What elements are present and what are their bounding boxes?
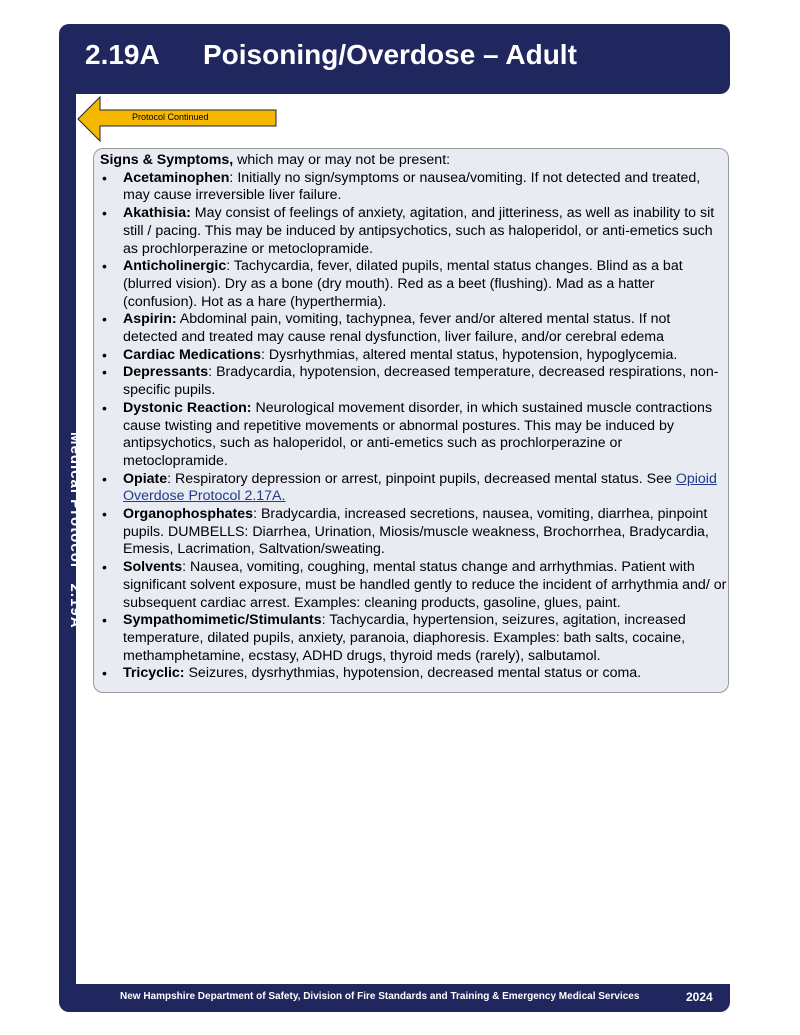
list-item bbox=[98, 347, 728, 365]
signs-heading-rest: which may or may not be present: bbox=[233, 152, 451, 168]
list-item bbox=[98, 559, 728, 612]
bullet-icon: • bbox=[102, 364, 107, 381]
item-sep: : bbox=[226, 258, 234, 275]
item-sep: : bbox=[208, 364, 217, 381]
item-sep: : bbox=[321, 612, 330, 629]
item-text: May consist of feelings of anxiety, agitation, and jitteriness, as well as inability to sit still / pacing. This may be induced by antipsychotics, such as haloperidol, or anti-emetics such as prochlorperazine or metoclopramide. bbox=[123, 205, 715, 257]
bullet-icon: • bbox=[102, 346, 107, 363]
item-text: Neurological movement disorder, in which sustained muscle contractions cause twisting and repetitive movements or abnormal postures. This may be induced by antipsychotics, such as haloperidol, or anti-emetics such as prochlorperazine or metoclopramide. bbox=[123, 399, 713, 469]
signs-symptoms-content bbox=[98, 152, 728, 683]
item-text: Nausea, vomiting, coughing, mental status change and arrhythmias. Patient with significant solvent exposure, must be handled gently to reduce the incident of arrhythmia and/ or subsequent cardiac arrest. Examples: cleaning products, gasoline, glues, paint. bbox=[123, 559, 727, 611]
footer-org: New Hampshire Department of Safety, Division of Fire Standards and Training & Emergency Medical Services bbox=[120, 991, 640, 1002]
item-term: Sympathomimetic/Stimulants bbox=[123, 612, 322, 629]
opioid-protocol-link[interactable]: Opioid Overdose Protocol 2.17A. bbox=[123, 470, 717, 505]
bullet-icon: • bbox=[102, 506, 107, 523]
item-text: Tachycardia, hypertension, seizures, agitation, increased temperature, dilated pupils, anxiety, paranoia, diaphoresis. Examples: bath salts, cocaine, methamphetamine, ecstasy, ADHD drugs, thyroid meds (rarely), salbutamol. bbox=[123, 612, 686, 664]
list-item bbox=[98, 665, 728, 683]
list-item bbox=[98, 506, 728, 559]
item-text: Bradycardia, hypotension, decreased temperature, decreased respirations, non-specific pupils. bbox=[123, 364, 719, 399]
item-text: Dysrhythmias, altered mental status, hypotension, hypoglycemia. bbox=[268, 346, 678, 363]
item-text: Initially no sign/symptoms or nausea/vomiting. If not detected and treated, may cause irreversible liver failure. bbox=[123, 169, 701, 204]
item-term: Depressants bbox=[123, 364, 209, 381]
list-item bbox=[98, 258, 728, 311]
item-sep: : bbox=[260, 346, 269, 363]
bullet-icon: • bbox=[102, 311, 107, 328]
item-term: Akathisia: bbox=[123, 205, 191, 222]
item-sep: : bbox=[182, 559, 191, 576]
bullet-icon: • bbox=[102, 559, 107, 576]
bullet-icon: • bbox=[102, 612, 107, 629]
bullet-icon: • bbox=[102, 258, 107, 275]
item-term: Opiate bbox=[123, 470, 168, 487]
page-title: Poisoning/Overdose – Adult bbox=[203, 39, 577, 70]
list-item bbox=[98, 170, 728, 205]
item-term: Dystonic Reaction: bbox=[123, 399, 252, 416]
item-sep: : bbox=[167, 470, 176, 487]
protocol-continued-label[interactable]: Protocol Continued bbox=[132, 112, 209, 122]
item-term: Aspirin: bbox=[123, 311, 177, 328]
list-item bbox=[98, 471, 728, 506]
list-item bbox=[98, 612, 728, 665]
item-sep: : bbox=[229, 169, 238, 186]
bullet-icon: • bbox=[102, 169, 107, 186]
list-item bbox=[98, 400, 728, 471]
item-term: Solvents bbox=[123, 559, 183, 576]
bullet-icon: • bbox=[102, 399, 107, 416]
signs-list bbox=[98, 170, 728, 683]
protocol-header bbox=[59, 24, 730, 94]
item-text: Bradycardia, increased secretions, nausea, vomiting, diarrhea, pinpoint pupils. DUMBELLS: Diarrhea, Urination, Miosis/muscle weakness, Brochorrhea, Bradycardia, Emesis, Lacrimation, Saltvation/sweating. bbox=[123, 506, 709, 558]
list-item bbox=[98, 205, 728, 258]
list-item bbox=[98, 364, 728, 399]
item-text: Seizures, dysrhythmias, hypotension, decreased mental status or coma. bbox=[188, 665, 642, 682]
item-text: Respiratory depression or arrest, pinpoint pupils, decreased mental status. See bbox=[175, 470, 676, 487]
list-item bbox=[98, 311, 728, 346]
item-text: Abdominal pain, vomiting, tachypnea, fever and/or altered mental status. If not detected and treated may cause renal dysfunction, liver failure, and/or cerebral edema bbox=[123, 311, 671, 346]
footer-year: 2024 bbox=[686, 990, 713, 1004]
item-term: Tricyclic: bbox=[123, 665, 185, 682]
item-term: Organophosphates bbox=[123, 506, 254, 523]
item-term: Cardiac Medications bbox=[123, 346, 261, 363]
bullet-icon: • bbox=[102, 205, 107, 222]
item-term: Acetaminophen bbox=[123, 169, 230, 186]
protocol-number: 2.19A bbox=[85, 39, 160, 70]
signs-heading: Signs & Symptoms, bbox=[100, 152, 234, 168]
item-text: Tachycardia, fever, dilated pupils, mental status changes. Blind as a bat (blurred vision). Dry as a bone (dry mouth). Red as a beet (flushing). Mad as a hatter (confusion). Hot as a hare (hyperthermia). bbox=[123, 258, 683, 310]
item-term: Anticholinergic bbox=[123, 258, 227, 275]
sidebar-label: Medical Protocol 2.19A bbox=[67, 432, 84, 629]
signs-heading-line bbox=[100, 152, 728, 170]
item-sep: : bbox=[253, 506, 261, 523]
bullet-icon: • bbox=[102, 470, 107, 487]
page-footer bbox=[59, 984, 730, 1012]
bullet-icon: • bbox=[102, 665, 107, 682]
